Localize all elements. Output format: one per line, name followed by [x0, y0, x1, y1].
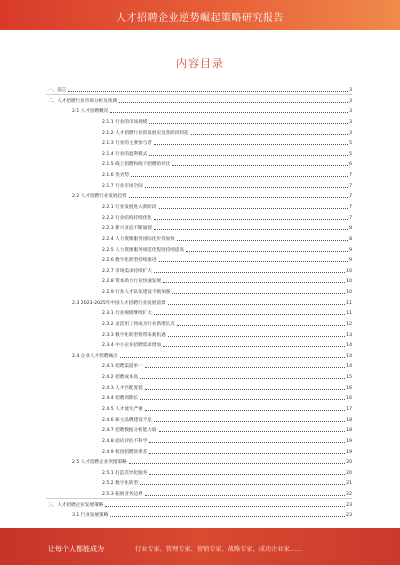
toc-entry-page: 5 [349, 151, 352, 157]
toc-entry-page: 14 [346, 353, 352, 359]
toc-entry-page: 9 [349, 247, 352, 253]
toc-entry-page: 13 [346, 332, 352, 338]
toc-entry-page: 3 [349, 130, 352, 136]
toc-entry-title: 2.3.4 中小企业招聘需求增加 [102, 343, 162, 349]
toc-entry-page: 11 [346, 300, 352, 306]
toc-entry[interactable] [46, 233, 352, 242]
toc-leader-dots [105, 506, 345, 507]
toc-leader-dots [154, 144, 348, 145]
footer-roles: 行业专家、管理专家、营销专家、战略专家、成功企业家…… [135, 546, 303, 553]
toc-leader-dots [154, 314, 345, 315]
toc-leader-dots [159, 261, 349, 262]
toc-entry[interactable] [46, 424, 352, 433]
toc-entry-title: 2.2.4 人力资源服务国际化步伐加快 [102, 236, 175, 242]
toc-leader-dots [172, 165, 348, 166]
toc-entry[interactable] [46, 254, 352, 263]
toc-entry[interactable] [46, 95, 352, 104]
toc-entry-page: 3 [349, 88, 352, 93]
toc-entry[interactable] [46, 329, 352, 338]
toc-entry-page: 22 [346, 492, 352, 498]
toc-leader-dots [140, 378, 345, 379]
toc-entry-title: 2.1.2 人才招聘行业的发展史及各阶段特征 [102, 130, 189, 136]
toc-leader-dots [177, 240, 348, 241]
toc-entry-title: 2.1.4 行业的盈利模式 [102, 151, 148, 157]
header-band [0, 0, 400, 30]
footer-band [0, 528, 400, 565]
toc-entry-title: 2.4 企业人才招聘痛点 [72, 353, 118, 359]
toc-entry-title: 2.2.8 资本助力行业快速发展 [102, 279, 162, 285]
toc-entry[interactable] [46, 148, 352, 157]
toc-entry-page: 7 [349, 215, 352, 221]
toc-entry[interactable] [46, 307, 352, 316]
section-divider [46, 94, 352, 95]
toc-entry-page: 18 [346, 417, 352, 423]
toc-entry[interactable] [46, 467, 352, 476]
toc-leader-dots [149, 474, 345, 475]
toc-entry[interactable] [46, 212, 352, 221]
toc-entry-page: 8 [349, 226, 352, 232]
toc-entry[interactable] [46, 84, 352, 93]
toc-entry-title: 2.4.9 校园招聘效果差 [102, 449, 148, 455]
toc-entry-title: 2.1.1 行业的市场规模 [102, 119, 148, 125]
toc-entry[interactable] [46, 201, 352, 210]
toc-entry-title: 2.2.3 新兴业态不断涌现 [102, 226, 152, 232]
toc-entry-page: 7 [349, 194, 352, 200]
toc-entry-page: 20 [346, 460, 352, 466]
toc-entry-page: 3 [349, 98, 352, 104]
toc-entry-page: 3 [349, 109, 352, 115]
toc-entry-page: 16 [346, 396, 352, 402]
toc-entry-page: 3 [349, 119, 352, 125]
toc-entry-title: 2.5.1 打造差异化服务 [102, 470, 148, 476]
toc-entry[interactable] [46, 456, 352, 465]
toc-entry[interactable] [46, 180, 352, 189]
toc-entry-page: 21 [346, 481, 352, 487]
toc-leader-dots [68, 91, 348, 92]
toc-entry-page: 16 [346, 385, 352, 391]
toc-entry[interactable] [46, 339, 352, 348]
toc-entry[interactable] [46, 414, 352, 423]
toc-entry[interactable] [46, 382, 352, 391]
toc-entry[interactable] [46, 222, 352, 231]
toc-entry-title: 2.3.1 行业规模继续扩大 [102, 311, 152, 317]
toc-leader-dots [149, 123, 348, 124]
toc-entry[interactable] [46, 435, 352, 444]
footer-slogan: 让每个人都能成为 [48, 545, 104, 553]
toc-entry-title: 2.1.3 行业的主要参与者 [102, 141, 152, 147]
toc-entry[interactable] [46, 499, 352, 508]
toc-entry[interactable] [46, 137, 352, 146]
toc-entry-title: 2.4.8 面试评估不科学 [102, 438, 148, 444]
toc-leader-dots [172, 293, 345, 294]
toc-entry[interactable] [46, 509, 352, 518]
toc-entry-title: 2.1.7 行业市场空间 [102, 183, 143, 189]
toc-entry-title: 2.2.2 行业结构持续优化 [102, 215, 152, 221]
section-divider [46, 498, 352, 499]
toc-entry-page: 6 [349, 162, 352, 168]
toc-leader-dots [140, 484, 345, 485]
toc-entry-page: 19 [346, 449, 352, 455]
toc-entry-title: 三、人才招聘企业发展策略 [48, 502, 104, 508]
toc-entry-title: 2.3.3 数字化转型将带来新机遇 [102, 332, 166, 338]
document-title: 人才招聘企业逆势崛起策略研究报告 [116, 13, 284, 24]
toc-leader-dots [120, 357, 346, 358]
toc-leader-dots [145, 410, 345, 411]
toc-entry-title: 2.2.5 人力资源服务规范化程度持续提高 [102, 247, 185, 253]
toc-entry[interactable] [46, 105, 352, 114]
toc-entry-title: 3.1 行业发展策略 [72, 513, 109, 519]
toc-leader-dots [163, 282, 345, 283]
toc-leader-dots [159, 208, 349, 209]
toc-entry[interactable] [46, 286, 352, 295]
toc-entry[interactable] [46, 158, 352, 167]
toc-leader-dots [149, 442, 345, 443]
toc-leader-dots [110, 112, 348, 113]
toc-leader-dots [145, 495, 345, 496]
toc-entry-page: 15 [346, 375, 352, 381]
toc-entry[interactable] [46, 265, 352, 274]
toc-entry-title: 2.3 2023-2025年中国人才招聘行业发展前景 [72, 300, 166, 306]
toc-entry-page: 17 [346, 407, 352, 413]
toc-leader-dots [163, 346, 345, 347]
toc-entry-page: 14 [346, 343, 352, 349]
toc-leader-dots [159, 431, 346, 432]
toc-entry[interactable] [46, 318, 352, 327]
toc-leader-dots [129, 197, 348, 198]
toc-entry-page: 20 [346, 470, 352, 476]
toc-entry[interactable] [46, 360, 352, 369]
toc-entry-page: 10 [346, 268, 352, 274]
toc-leader-dots [140, 399, 345, 400]
toc-leader-dots [154, 219, 348, 220]
toc-entry-page: 7 [349, 204, 352, 210]
toc-leader-dots [177, 325, 345, 326]
toc-entry[interactable] [46, 488, 352, 497]
toc-leader-dots [149, 453, 345, 454]
toc-entry[interactable] [46, 116, 352, 125]
toc-leader-dots [129, 463, 345, 464]
toc-entry[interactable] [46, 371, 352, 380]
toc-entry-title: 一、前言 [48, 88, 67, 93]
toc-entry-title: 2.4.1 招聘渠道单一 [102, 364, 143, 370]
toc-leader-dots [110, 516, 345, 517]
toc-entry[interactable] [46, 477, 352, 486]
toc-leader-dots [145, 187, 348, 188]
toc-heading: 内容目录 [176, 57, 224, 70]
toc-entry[interactable] [46, 190, 352, 199]
toc-entry-page: 11 [346, 311, 352, 317]
toc-entry-title: 2.3.2 灵活用工将成为行业新增长点 [102, 321, 175, 327]
toc-entry-page: 19 [346, 438, 352, 444]
toc-leader-dots [186, 251, 348, 252]
toc-leader-dots [168, 304, 346, 305]
toc-entry-title: 2.1 人才招聘概况 [72, 109, 109, 115]
toc-entry[interactable] [46, 446, 352, 455]
toc-entry-title: 2.4.6 雇主品牌建设不足 [102, 417, 152, 423]
toc-entry-title: 2.4.3 人才匹配度低 [102, 385, 143, 391]
toc-leader-dots [154, 272, 345, 273]
toc-entry[interactable] [46, 127, 352, 136]
toc-leader-dots [154, 421, 345, 422]
toc-leader-dots [119, 102, 348, 103]
toc-entry[interactable] [46, 244, 352, 253]
toc-entry-page: 10 [346, 290, 352, 296]
toc-entry-title: 2.2.6 数字化转型持续推进 [102, 258, 157, 264]
toc-entry-page: 23 [346, 513, 352, 519]
toc-entry-title: 2.2.9 行业人才队伍建设不断加强 [102, 290, 171, 296]
toc-entry-page: 7 [349, 183, 352, 189]
toc-entry-page: 10 [346, 279, 352, 285]
toc-entry[interactable] [46, 275, 352, 284]
toc-entry-page: 18 [346, 428, 352, 434]
toc-leader-dots [154, 229, 348, 230]
toc-entry[interactable] [46, 297, 352, 306]
toc-entry-title: 2.2.7 市场需求持续扩大 [102, 268, 152, 274]
toc-entry-title: 2.1.5 线上招聘和线下招聘的对比 [102, 162, 171, 168]
toc-leader-dots [191, 134, 348, 135]
toc-entry-title: 2.5.3 拓展业务边界 [102, 492, 143, 498]
toc-leader-dots [145, 389, 345, 390]
toc-entry[interactable] [46, 392, 352, 401]
toc-entry-page: 23 [346, 502, 352, 508]
toc-entry-title: 2.1.6 优劣势 [102, 173, 129, 179]
toc-leader-dots [168, 336, 345, 337]
toc-entry-page: 5 [349, 141, 352, 147]
toc-entry-title: 2.5 人才招聘企业突围策略 [72, 460, 127, 466]
toc-entry[interactable] [46, 169, 352, 178]
toc-entry-title: 2.4.5 人才流失严重 [102, 407, 143, 413]
toc-entry-title: 2.4.7 招聘数据分析能力弱 [102, 428, 157, 434]
toc-leader-dots [145, 367, 345, 368]
toc-entry-page: 14 [346, 364, 352, 370]
toc-entry[interactable] [46, 350, 352, 359]
toc-entry-page: 8 [349, 236, 352, 242]
toc-entry-page: 7 [349, 173, 352, 179]
toc-entry-title: 二、人才招聘行业市场分析及预测 [48, 98, 117, 104]
toc-entry-title: 2.2 人才招聘行业发展趋势 [72, 194, 127, 200]
toc-entry-title: 2.4.2 招聘成本高 [102, 375, 139, 381]
toc-entry-title: 2.5.2 数字化转型 [102, 481, 139, 487]
toc-entry[interactable] [46, 403, 352, 412]
toc-entry-title: 2.4.4 招聘周期长 [102, 396, 139, 402]
toc-leader-dots [149, 155, 348, 156]
toc-entry-title: 2.2.1 行业发展进入新阶段 [102, 204, 157, 210]
toc-leader-dots [131, 176, 348, 177]
toc-entry-page: 12 [346, 321, 352, 327]
toc-entry-page: 9 [349, 258, 352, 264]
